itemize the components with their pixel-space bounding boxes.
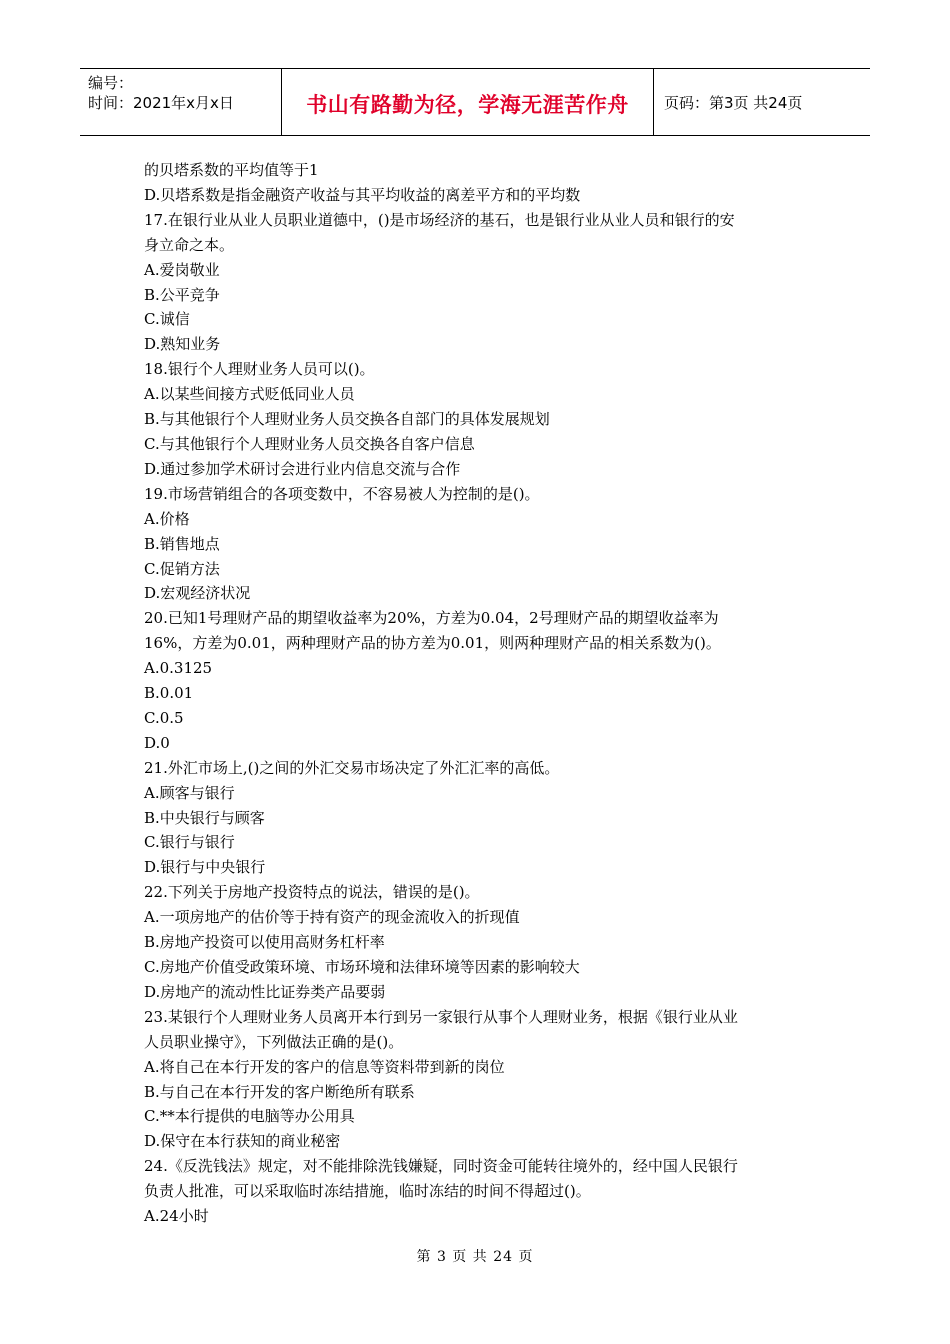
- text-line: C.促销方法: [144, 559, 220, 578]
- serial-number-label: 编号：: [88, 74, 134, 92]
- text-line: B.中央银行与顾客: [144, 808, 265, 827]
- text-line: D.保守在本行获知的商业秘密: [144, 1132, 341, 1151]
- text-line: B.0.01: [144, 684, 194, 703]
- text-line: C.**本行提供的电脑等办公用具: [144, 1107, 355, 1126]
- text-line: D.房地产的流动性比证券类产品要弱: [144, 982, 386, 1001]
- page-footer: 第 3 页 共 24 页: [416, 1249, 534, 1265]
- text-line: 16%，方差为0.01，两种理财产品的协方差为0.01，则两种理财产品的相关系数为()。: [144, 634, 721, 653]
- text-line: B.与其他银行个人理财业务人员交换各自部门的具体发展规划: [144, 410, 550, 429]
- text-line: C.0.5: [144, 708, 184, 727]
- text-line: A.0.3125: [144, 659, 213, 678]
- page-header: [80, 68, 870, 136]
- text-line: 身立命之本。: [144, 235, 235, 254]
- text-line: A.以某些间接方式贬低同业人员: [144, 385, 355, 404]
- text-line: 24.《反洗钱法》规定，对不能排除洗钱嫌疑，同时资金可能转往境外的，经中国人民银行: [144, 1157, 738, 1176]
- text-line: D.通过参加学术研讨会进行业内信息交流与合作: [144, 459, 461, 478]
- text-line: A.24小时: [144, 1207, 209, 1226]
- text-line: 人员职业操守》，下列做法正确的是()。: [144, 1032, 404, 1051]
- text-line: 23.某银行个人理财业务人员离开本行到另一家银行从事个人理财业务，根据《银行业从业: [144, 1007, 738, 1026]
- text-line: 17.在银行业从业人员职业道德中，()是市场经济的基石，也是银行业从业人员和银行的安: [144, 210, 735, 229]
- text-line: C.银行与银行: [144, 833, 235, 852]
- text-line: B.房地产投资可以使用高财务杠杆率: [144, 933, 385, 952]
- text-line: A.价格: [144, 509, 190, 528]
- text-line: A.顾客与银行: [144, 783, 235, 802]
- text-line: 的贝塔系数的平均值等于1: [144, 161, 319, 179]
- header-motto-cell: [282, 69, 654, 135]
- header-meta: [80, 69, 282, 135]
- text-line: A.将自己在本行开发的客户的信息等资料带到新的岗位: [144, 1057, 505, 1076]
- text-line: A.爱岗敬业: [144, 260, 220, 279]
- text-line: B.与自己在本行开发的客户断绝所有联系: [144, 1082, 415, 1101]
- text-line: A.一项房地产的估价等于持有资产的现金流收入的折现值: [144, 908, 520, 927]
- text-line: B.公平竞争: [144, 285, 220, 304]
- text-line: C.房地产价值受政策环境、市场环境和法律环境等因素的影响较大: [144, 958, 580, 976]
- text-line: 18.银行个人理财业务人员可以()。: [144, 360, 375, 379]
- text-line: D.宏观经济状况: [144, 584, 251, 603]
- text-line: 19.市场营销组合的各项变数中，不容易被人为控制的是()。: [144, 484, 540, 503]
- text-line: D.0: [144, 733, 170, 752]
- text-line: D.贝塔系数是指金融资产收益与其平均收益的离差平方和的平均数: [144, 185, 581, 204]
- text-line: 21.外汇市场上,()之间的外汇交易市场决定了外汇汇率的高低。: [144, 758, 560, 777]
- text-line: C.与其他银行个人理财业务人员交换各自客户信息: [144, 434, 475, 453]
- text-line: D.熟知业务: [144, 335, 221, 354]
- text-line: 20.已知1号理财产品的期望收益率为20%，方差为0.04，2号理财产品的期望收益率为: [144, 609, 719, 628]
- header-page-info: 页码：第3页 共24页: [664, 93, 803, 112]
- header-motto: 书山有路勤为径，学海无涯苦作舟: [306, 93, 629, 117]
- text-line: C.诚信: [144, 310, 190, 329]
- text-line: D.银行与中央银行: [144, 858, 266, 877]
- text-line: 负责人批准，可以采取临时冻结措施，临时冻结的时间不得超过()。: [144, 1182, 591, 1201]
- document-body: [144, 158, 824, 1229]
- text-line: B.销售地点: [144, 534, 220, 553]
- date-label: 时间：2021年x月x日: [88, 94, 234, 112]
- text-line: 22.下列关于房地产投资特点的说法，错误的是()。: [144, 883, 480, 902]
